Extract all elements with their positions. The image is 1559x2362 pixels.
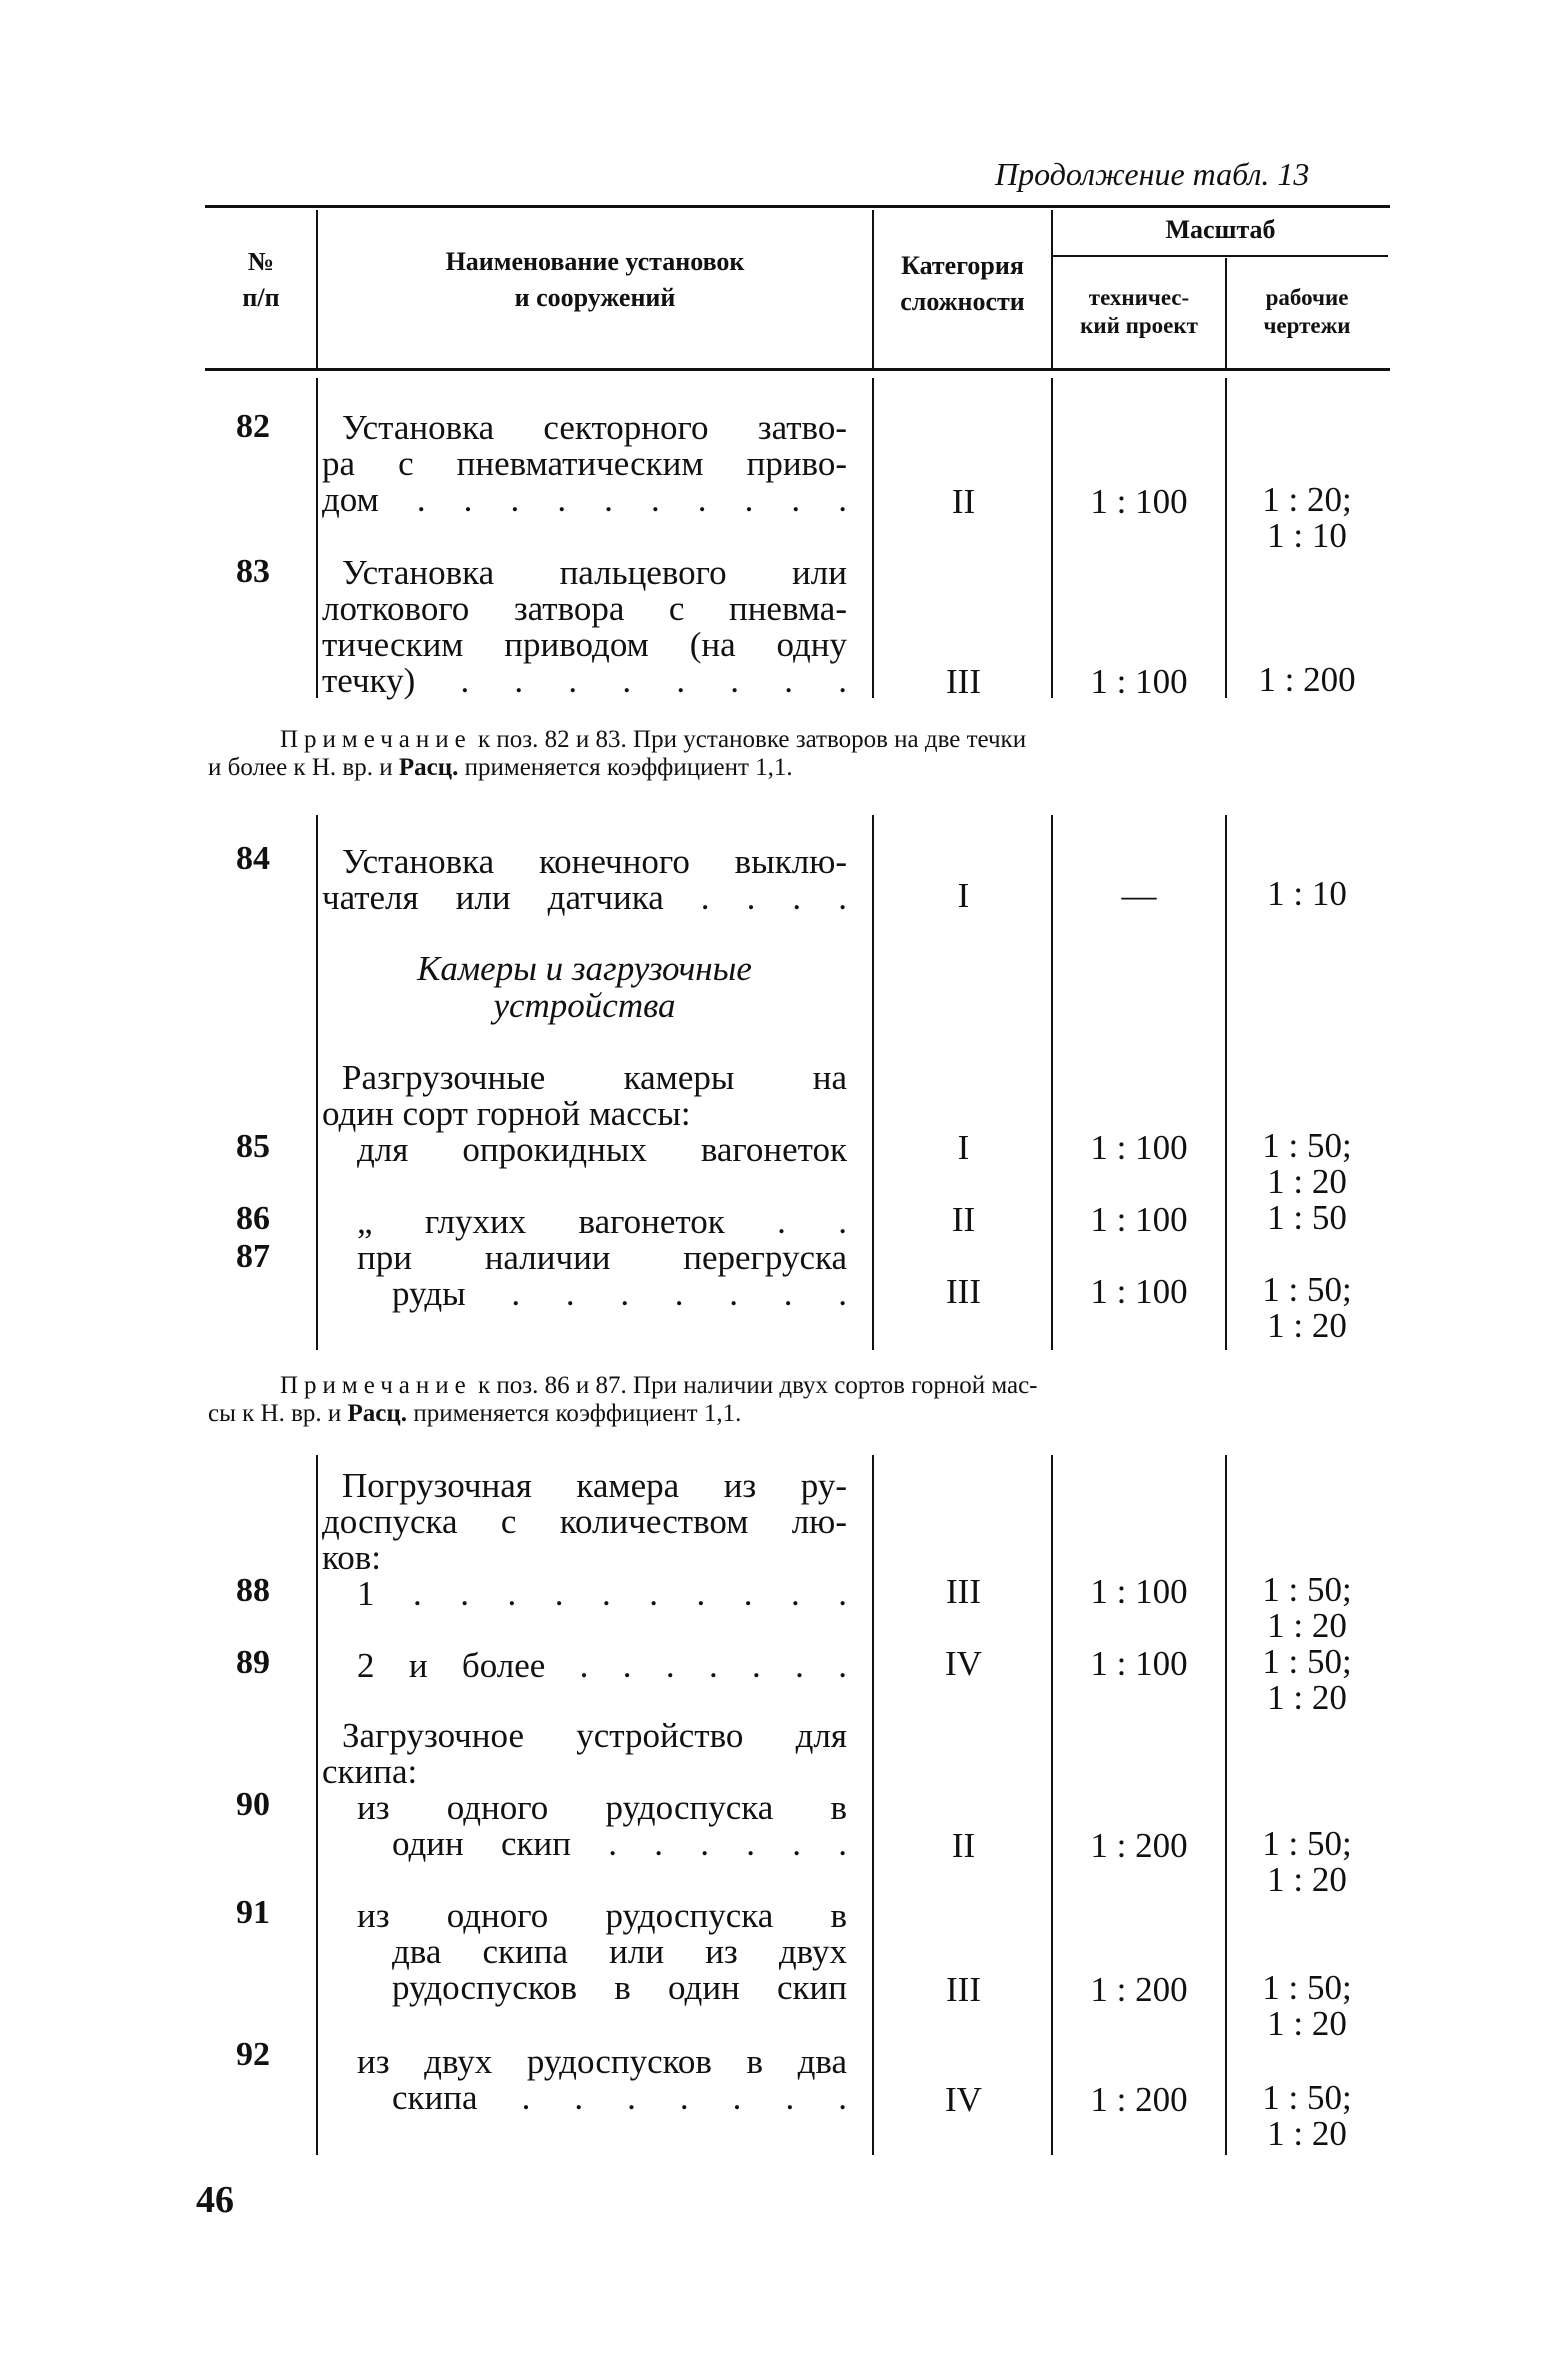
row-number: 87: [236, 1238, 270, 1275]
column-divider: [316, 1455, 318, 2155]
row-number: 89: [236, 1644, 270, 1681]
group-title: Разгрузочные камеры на один сорт горной массы:: [322, 1058, 847, 1133]
row-tech-scale: 1 : 100: [1090, 662, 1188, 701]
header-scale: Масштаб: [1165, 215, 1276, 244]
row-number: 90: [236, 1786, 270, 1823]
row-tech-scale: 1 : 100: [1090, 1572, 1188, 1611]
row-name: при наличии перегруска руды . . . . . . .: [357, 1238, 847, 1313]
row-work-scale: 1 : 200: [1258, 660, 1356, 699]
row-work-scale: 1 : 10: [1267, 874, 1347, 913]
header-divider: [316, 210, 318, 368]
row-name: из одного рудоспуска в два скипа или из двух рудоспусков в один скип: [357, 1896, 847, 2007]
row-tech-scale: 1 : 100: [1090, 1128, 1188, 1167]
row-category: III: [946, 662, 981, 701]
row-work-scale: 1 : 50; 1 : 20: [1262, 1126, 1352, 1201]
row-tech-scale: 1 : 100: [1090, 1200, 1188, 1239]
row-number: 84: [236, 840, 270, 877]
row-number: 92: [236, 2036, 270, 2073]
row-name: Установка пальцевого или лоткового затвора с пневма- тическим приводом (на одну течку) . . . . . . . .: [322, 553, 847, 700]
row-tech-scale: —: [1121, 876, 1157, 915]
column-divider: [872, 1455, 874, 2155]
group-title: Загрузочное устройство для скипа:: [322, 1716, 847, 1791]
row-number: 85: [236, 1128, 270, 1165]
group-title: Погрузочная камера из ру- доспуска с количеством лю- ков:: [322, 1466, 847, 1577]
header-work-drawings: рабочие чертежи: [1263, 285, 1351, 338]
header-category: Категория сложности: [900, 251, 1025, 316]
row-number: 82: [236, 408, 270, 445]
column-divider: [1051, 378, 1053, 698]
row-name: 2 и более . . . . . . .: [357, 1646, 847, 1685]
row-work-scale: 1 : 20; 1 : 10: [1262, 480, 1352, 555]
header-tech-project: техничес- кий проект: [1080, 285, 1198, 338]
row-category: III: [946, 1572, 981, 1611]
row-name: из двух рудоспусков в два скипа . . . . . . .: [357, 2042, 847, 2117]
header-divider: [872, 210, 874, 368]
row-name: Установка секторного затво- ра с пневматическим приво- дом . . . . . . . . . .: [322, 408, 847, 519]
row-work-scale: 1 : 50; 1 : 20: [1262, 1270, 1352, 1345]
row-name: для опрокидных вагонеток: [357, 1130, 847, 1169]
column-divider: [1051, 1455, 1053, 2155]
row-name: „ глухих вагонеток . .: [357, 1202, 847, 1241]
table-note: Примечание к поз. 82 и 83. При установке затворов на две течки и более к Н. вр. и Расц. применяется коэффициент 1,1.: [208, 726, 1027, 781]
row-work-scale: 1 : 50; 1 : 20: [1262, 1968, 1352, 2043]
row-number: 91: [236, 1894, 270, 1931]
row-tech-scale: 1 : 200: [1090, 1970, 1188, 2009]
row-work-scale: 1 : 50; 1 : 20: [1262, 2078, 1352, 2153]
row-category: IV: [945, 2080, 982, 2119]
row-number: 88: [236, 1572, 270, 1609]
column-divider: [872, 815, 874, 1350]
header-bottom-rule: [205, 368, 1390, 371]
table-top-rule: [205, 205, 1390, 208]
page-number: 46: [196, 2179, 234, 2221]
row-work-scale: 1 : 50: [1267, 1198, 1347, 1237]
row-work-scale: 1 : 50; 1 : 20: [1262, 1824, 1352, 1899]
row-work-scale: 1 : 50; 1 : 20: [1262, 1570, 1352, 1645]
row-category: I: [957, 876, 970, 915]
row-tech-scale: 1 : 100: [1090, 1644, 1188, 1683]
row-name: из одного рудоспуска в один скип . . . . . .: [357, 1788, 847, 1863]
row-tech-scale: 1 : 200: [1090, 1826, 1188, 1865]
row-work-scale: 1 : 50; 1 : 20: [1262, 1642, 1352, 1717]
row-category: II: [951, 482, 976, 521]
table-note: Примечание к поз. 86 и 87. При наличии двух сортов горной мас- сы к Н. вр. и Расц. применяется коэффициент 1,1.: [208, 1372, 1038, 1427]
row-name: Установка конечного выклю- чателя или датчика . . . .: [322, 842, 847, 917]
header-name: Наименование установок и сооружений: [445, 247, 745, 312]
row-category: IV: [945, 1644, 982, 1683]
row-category: III: [946, 1272, 981, 1311]
row-category: II: [951, 1826, 976, 1865]
row-tech-scale: 1 : 100: [1090, 482, 1188, 521]
row-number: 86: [236, 1200, 270, 1237]
row-name: 1 . . . . . . . . . .: [357, 1574, 847, 1613]
row-tech-scale: 1 : 200: [1090, 2080, 1188, 2119]
row-number: 83: [236, 553, 270, 590]
column-divider: [316, 378, 318, 698]
header-num: № п/п: [242, 247, 280, 312]
section-title: Камеры и загрузочные устройства: [417, 949, 752, 1025]
column-divider: [1225, 1455, 1227, 2155]
row-tech-scale: 1 : 100: [1090, 1272, 1188, 1311]
table-continuation-caption: Продолжение табл. 13: [995, 156, 1310, 192]
row-category: II: [951, 1200, 976, 1239]
row-category: III: [946, 1970, 981, 2009]
column-divider: [872, 378, 874, 698]
scale-rule: [1053, 255, 1388, 257]
column-divider: [316, 815, 318, 1350]
row-category: I: [957, 1128, 970, 1167]
